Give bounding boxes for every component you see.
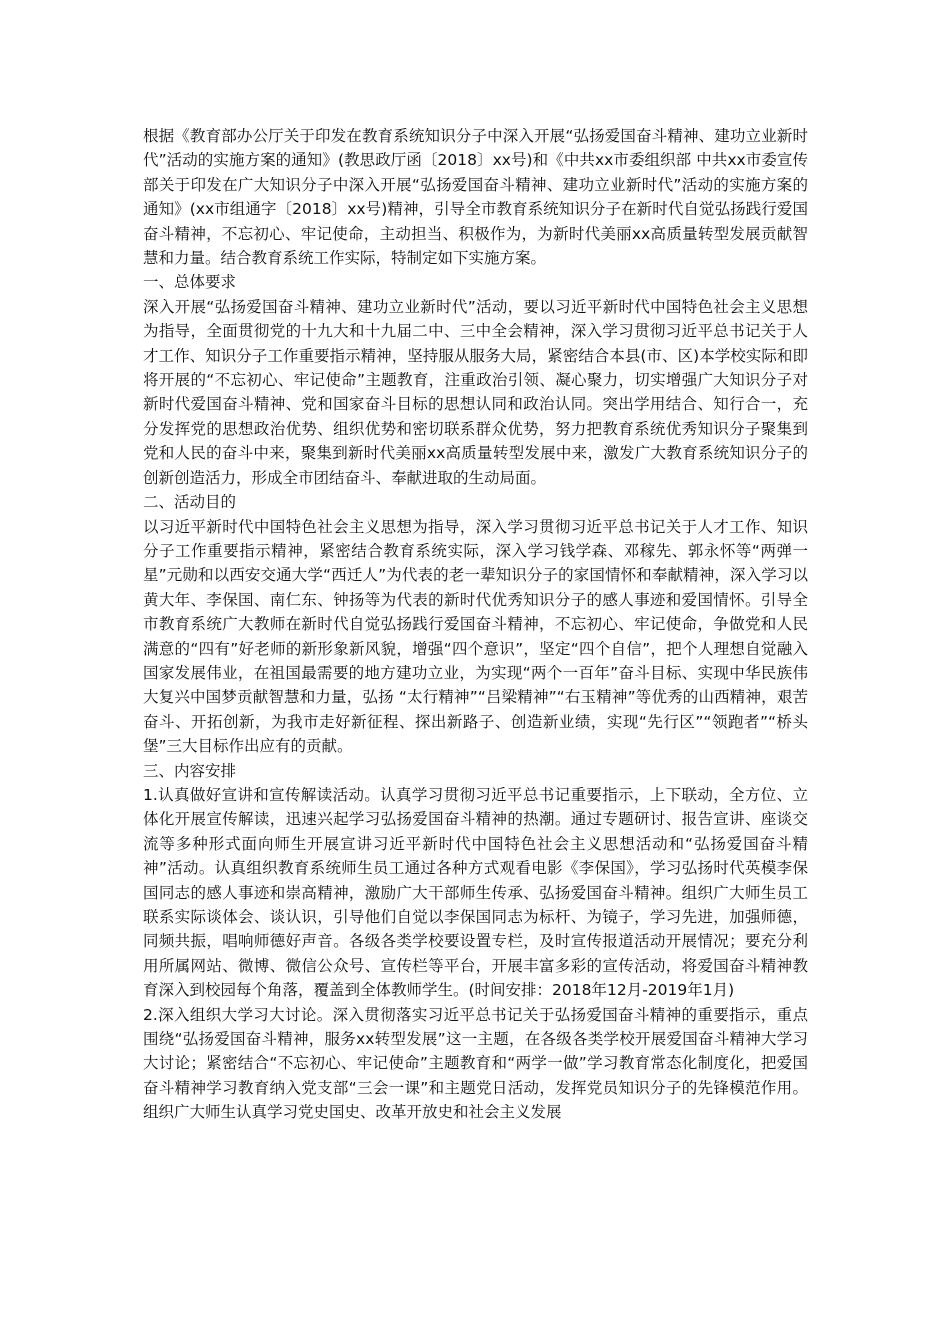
section-heading-content-arrangement: 三、内容安排 <box>143 761 237 780</box>
general-requirements-paragraph: 深入开展“弘扬爱国奋斗精神、建功立业新时代”活动，要以习近平新时代中国特色社会主义思想为指导，全面贯彻党的十九大和十九届二中、三中全会精神，深入学习贯彻习近平总书记关于人才工作、知识分子工作重要指示精神，坚持服从服务大局，紧密结合本县(市、区)本学校实际和即将开展的“不忘初心、牢记使命”主题教育，注重政治引领、凝心聚力，切实增强广大知识分子对新时代爱国奋斗精神、党和国家奋斗目标的思想认同和政治认同。突出学用结合、知行合一，充分发挥党的思想政治优势、组织优势和密切联系群众优势，努力把教育系统优秀知识分子聚集到党和人民的奋斗中来，聚集到新时代美丽xx高质量转型发展中来，激发广大教育系统知识分子的创新创造活力，形成全市团结奋斗、奉献进取的生动局面。 <box>143 297 808 487</box>
activity-purpose-paragraph: 以习近平新时代中国特色社会主义思想为指导，深入学习贯彻习近平总书记关于人才工作、知识分子工作重要指示精神，紧密结合教育系统实际，深入学习钱学森、邓稼先、郭永怀等“两弹一星”元勋和以西安交通大学“西迁人”为代表的老一辈知识分子的家国情怀和奉献精神，深入学习以黄大年、李保国、南仁东、钟扬等为代表的新时代优秀知识分子的感人事迹和爱国情怀。引导全市教育系统广大教师在新时代自觉弘扬践行爱国奋斗精神，不忘初心、牢记使命，争做党和人民满意的“四有”好老师的新形象新风貌，增强“四个意识”，坚定“四个自信”，把个人理想自觉融入国家发展伟业，在祖国最需要的地方建功立业，为实现“两个一百年”奋斗目标、实现中华民族伟大复兴中国梦贡献智慧和力量，弘扬 “太行精神”“吕梁精神”“右玉精神”等优秀的山西精神，艰苦奋斗、开拓创新，为我市走好新征程、探出新路子、创造新业绩，实现“先行区”“领跑者”“桥头堡”三大目标作出应有的贡献。 <box>143 517 808 756</box>
document-body <box>143 124 808 1125</box>
content-item-2-paragraph: 2.深入组织大学习大讨论。深入贯彻落实习近平总书记关于弘扬爱国奋斗精神的重要指示，重点围绕“弘扬爱国奋斗精神，服务xx转型发展”这一主题，在各级各类学校开展爱国奋斗精神大学习大讨论；紧密结合“不忘初心、牢记使命”主题教育和“两学一做”学习教育常态化制度化，把爱国奋斗精神学习教育纳入党支部“三会一课”和主题党日活动，发挥党员知识分子的先锋模范作用。组织广大师生认真学习党史国史、改革开放史和社会主义发展 <box>143 1005 808 1122</box>
intro-paragraph: 根据《教育部办公厅关于印发在教育系统知识分子中深入开展“弘扬爱国奋斗精神、建功立业新时代”活动的实施方案的通知》(教思政厅函〔2018〕xx号)和《中共xx市委组织部 中共xx市委宣传部关于印发在广大知识分子中深入开展“弘扬爱国奋斗精神、建功立业新时代”活动的实施方案的通知》(xx市组通字〔2018〕xx号)精神，引导全市教育系统知识分子在新时代自觉弘扬践行爱国奋斗精神，不忘初心、牢记使命，主动担当、积极作为，为新时代美丽xx高质量转型发展贡献智慧和力量。结合教育系统工作实际，特制定如下实施方案。 <box>143 127 808 268</box>
content-item-1-paragraph: 1.认真做好宣讲和宣传解读活动。认真学习贯彻习近平总书记重要指示，上下联动，全方位、立体化开展宣传解读，迅速兴起学习弘扬爱国奋斗精神的热潮。通过专题研讨、报告宣讲、座谈交流等多种形式面向师生开展宣讲习近平新时代中国特色社会主义思想活动和“弘扬爱国奋斗精神”活动。认真组织教育系统师生员工通过各种方式观看电影《李保国》，学习弘扬时代英模李保国同志的感人事迹和崇高精神，激励广大干部师生传承、弘扬爱国奋斗精神。组织广大师生员工联系实际谈体会、谈认识，引导他们自觉以李保国同志为标杆、为镜子，学习先进，加强师德，同频共振，唱响师德好声音。各级各类学校要设置专栏，及时宣传报道活动开展情况；要充分利用所属网站、微博、微信公众号、宣传栏等平台，开展丰富多彩的宣传活动，将爱国奋斗精神教育深入到校园每个角落，覆盖到全体教师学生。(时间安排：2018年12月-2019年1月) <box>143 785 808 1000</box>
section-heading-activity-purpose: 二、活动目的 <box>143 493 237 512</box>
section-heading-general-requirements: 一、总体要求 <box>143 273 237 292</box>
